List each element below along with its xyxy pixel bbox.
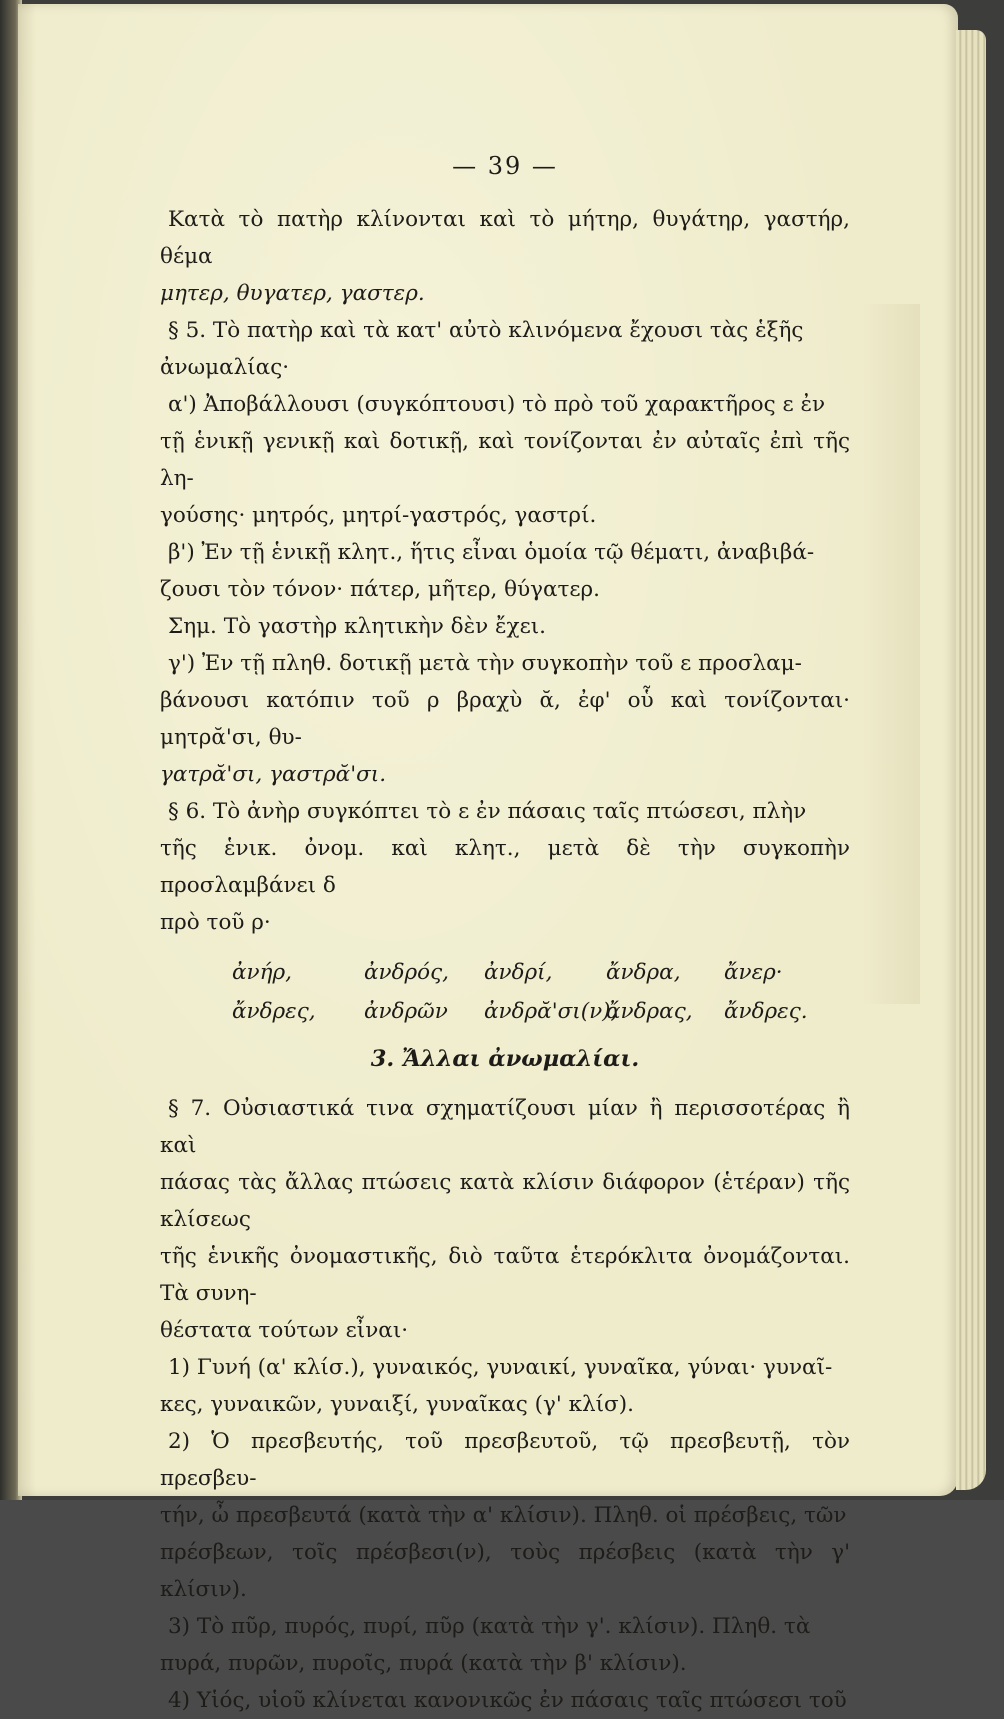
text-line: μητερ, θυγατερ, γαστερ.	[160, 281, 425, 306]
paradigm-form: ἀνδρῶν	[364, 999, 448, 1024]
rule-alpha-line: τῇ ἑνικῇ γενικῇ καὶ δοτικῇ, καὶ τονίζονται ἐν αὐταῖς ἐπὶ τῆς λη-	[160, 429, 850, 491]
section-7-line: πάσας τὰς ἄλλας πτώσεις κατὰ κλίσιν διάφορον (ἑτέραν) τῆς κλίσεως	[160, 1170, 850, 1232]
paradigm-form: ἄνερ·	[724, 960, 783, 985]
list-item-2-line: 2) Ὁ πρεσβευτής, τοῦ πρεσβευτοῦ, τῷ πρεσβευτῇ, τὸν πρεσβευ-	[160, 1429, 850, 1491]
page-edges	[956, 30, 986, 1490]
paper-stain	[860, 304, 920, 1004]
section-6-line: τῆς ἑνικ. ὀνομ. καὶ κλητ., μετὰ δὲ τὴν συγκοπὴν προσλαμβάνει δ	[160, 836, 850, 898]
section-7-line: τῆς ἑνικῆς ὀνομαστικῆς, διὸ ταῦτα ἑτερόκλιτα ὀνομάζονται. Τὰ συνη-	[160, 1244, 850, 1306]
list-item-1-line: κες, γυναικῶν, γυναιξί, γυναῖκας (γ' κλίσ).	[160, 1392, 634, 1417]
rule-gamma-line: γατρᾰ'σι, γαστρᾰ'σι.	[160, 762, 387, 787]
section-5-line: ἀνωμαλίας·	[160, 355, 290, 380]
section-heading: 3. Ἄλλαι ἀνωμαλίαι.	[370, 1046, 640, 1072]
paradigm-form: ἀνδρᾰ'σι(ν),	[484, 999, 618, 1024]
paradigm-form: ἀνδρός,	[364, 960, 449, 985]
rule-gamma-line: βάνουσι κατόπιν τοῦ ρ βραχὺ ᾰ, ἐφ' οὗ καὶ τονίζονται· μητρᾰ'σι, θυ-	[160, 688, 850, 750]
list-item-2-line: πρέσβεων, τοῖς πρέσβεσι(ν), τοὺς πρέσβεις (κατὰ τὴν γ' κλίσιν).	[160, 1540, 850, 1602]
list-item-4-line: 4) Υἱός, υἱοῦ κλίνεται κανονικῶς ἐν πάσαις ταῖς πτώσεσι τοῦ	[168, 1688, 847, 1713]
rule-alpha-line: α') Ἀποβάλλουσι (συγκόπτουσι) τὸ πρὸ τοῦ χαρακτῆρος ε ἐν	[168, 392, 826, 417]
rule-beta-line: ζουσι τὸν τόνον· πάτερ, μῆτερ, θύγατερ.	[160, 577, 601, 602]
text-line: Κατὰ τὸ πατὴρ κλίνονται καὶ τὸ μήτηρ, θυγάτηρ, γαστήρ, θέμα	[160, 207, 850, 269]
paradigm-form: ἀνήρ,	[232, 960, 292, 985]
rule-gamma-line: γ') Ἐν τῇ πληθ. δοτικῇ μετὰ τὴν συγκοπὴν τοῦ ε προσλαμ-	[168, 651, 802, 676]
list-item-3-line: πυρά, πυρῶν, πυροῖς, πυρά (κατὰ τὴν β' κλίσιν).	[160, 1651, 687, 1676]
page-number: — 39 —	[452, 152, 558, 180]
section-7-line: § 7. Οὐσιαστικά τινα σχηματίζουσι μίαν ἢ περισσοτέρας ἢ καὶ	[160, 1096, 850, 1158]
page-text	[160, 148, 850, 1719]
paradigm-form: ἄνδρες.	[724, 999, 808, 1024]
note-line: Σημ. Τὸ γαστὴρ κλητικὴν δὲν ἔχει.	[168, 614, 546, 639]
rule-alpha-line: γούσης· μητρός, μητρί-γαστρός, γαστρί.	[160, 503, 597, 528]
list-item-2-line: τήν, ὦ πρεσβευτά (κατὰ τὴν α' κλίσιν). Πληθ. οἱ πρέσβεις, τῶν	[160, 1503, 847, 1528]
list-item-3-line: 3) Τὸ πῦρ, πυρός, πυρί, πῦρ (κατὰ τὴν γ'. κλίσιν). Πληθ. τὰ	[168, 1614, 811, 1639]
rule-beta-line: β') Ἐν τῇ ἑνικῇ κλητ., ἥτις εἶναι ὁμοία τῷ θέματι, ἀναβιβά-	[168, 540, 815, 565]
section-5-line: § 5. Τὸ πατὴρ καὶ τὰ κατ' αὐτὸ κλινόμενα ἔχουσι τὰς ἑξῆς	[168, 318, 804, 343]
paradigm-form: ἄνδρες,	[232, 999, 316, 1024]
paradigm-form: ἄνδρα,	[606, 960, 681, 985]
section-6-line: πρὸ τοῦ ρ·	[160, 910, 271, 935]
list-item-1-line: 1) Γυνή (α' κλίσ.), γυναικός, γυναικί, γυναῖκα, γύναι· γυναῖ-	[168, 1355, 833, 1380]
section-6-line: § 6. Τὸ ἀνὴρ συγκόπτει τὸ ε ἐν πάσαις ταῖς πτώσεσι, πλὴν	[168, 799, 807, 824]
paradigm-form: ἀνδρί,	[484, 960, 553, 985]
paradigm-form: ἄνδρας,	[606, 999, 693, 1024]
declension-paradigm	[232, 953, 850, 1031]
section-7-line: θέστατα τούτων εἶναι·	[160, 1318, 409, 1343]
